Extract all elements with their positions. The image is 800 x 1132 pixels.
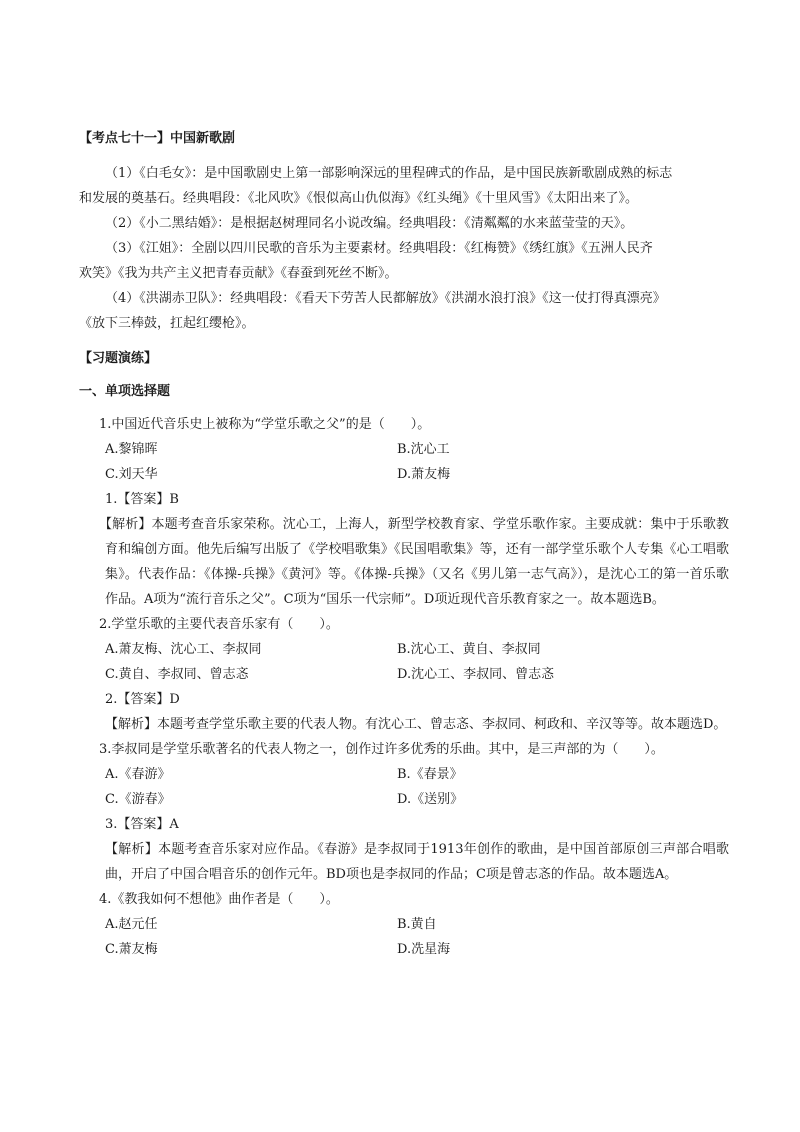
question-stem: 3.李叔同是学堂乐歌著名的代表人物之一，创作过许多优秀的乐曲。其中，是三声部的为（ ）。 [99, 742, 664, 757]
option-a: A.萧友梅、沈心工、李叔同 [105, 642, 262, 657]
option-row [79, 937, 729, 962]
option-c: C.刘天华 [105, 467, 158, 482]
option-row [79, 437, 729, 462]
option-row [79, 762, 729, 787]
analysis-text: 【解析】本题考查学堂乐歌主要的代表人物。有沈心工、曾志忞、李叔同、柯政和、辛汉等等。故本题选D。 [105, 717, 727, 732]
option-row [79, 462, 729, 487]
option-row [79, 912, 729, 937]
answer-line: 1.【答案】B [105, 492, 179, 507]
analysis-text: 【解析】本题考查音乐家荣称。沈心工，上海人，新型学校教育家、学堂乐歌作家。主要成就：集中于乐歌教育和编创方面。他先后编写出版了《学校唱歌集》《民国唱歌集》等，还有一部学堂乐歌个人专集《心工唱歌集》。代表作品：《体操-兵操》《黄河》等。《体操-兵操》（又名《男儿第一志气高》），是沈心工的第一首乐歌作品。A项为“流行音乐之父”。C项为“国乐一代宗师”。D项近现代音乐教育家之一。故本题选B。 [99, 517, 729, 607]
knowledge-line: （2）《小二黑结婚》：是根据赵树理同名小说改编。经典唱段：《清粼粼的水来蓝莹莹的天》。 [105, 216, 634, 231]
option-d: D.《送别》 [397, 792, 464, 807]
option-a: A.《春游》 [105, 767, 171, 782]
knowledge-line: （3）《江姐》：全剧以四川民歌的音乐为主要素材。经典唱段：《红梅赞》《绣红旗》《五洲人民齐 [105, 241, 653, 256]
option-d: D.沈心工、李叔同、曾志忞 [397, 667, 555, 682]
part-title: 一、单项选择题 [79, 384, 171, 399]
document-body [79, 126, 729, 962]
option-a: A.赵元任 [105, 917, 158, 932]
option-b: B.《春景》 [397, 767, 463, 782]
knowledge-line: 欢笑》《我为共产主义把青春贡献》《春蚕到死丝不断》。 [79, 266, 398, 281]
option-c: C.黄自、李叔同、曾志忞 [105, 667, 249, 682]
option-c: C.萧友梅 [105, 942, 158, 957]
analysis-text: 【解析】本题考查音乐家对应作品。《春游》是李叔同于1913年创作的歌曲，是中国首部原创三声部合唱歌曲，开启了中国合唱音乐的创作元年。BD项也是李叔同的作品；C项是曾志忞的作品。故本题选A。 [105, 842, 729, 882]
option-row [79, 637, 729, 662]
option-b: B.黄自 [397, 917, 437, 932]
knowledge-line: （4）《洪湖赤卫队》：经典唱段：《看天下劳苦人民都解放》《洪湖水浪打浪》《这一仗打得真漂亮》 [105, 291, 666, 306]
question-stem: 1.中国近代音乐史上被称为“学堂乐歌之父”的是（ ）。 [99, 417, 431, 432]
knowledge-line: 《放下三棒鼓，扛起红缨枪》。 [79, 316, 255, 331]
answer-line: 2.【答案】D [105, 692, 180, 707]
knowledge-line: 和发展的奠基石。经典唱段：《北风吹》《恨似高山仇似海》《红头绳》《十里风雪》《太阳出来了》。 [79, 191, 639, 206]
knowledge-line: （1）《白毛女》：是中国歌剧史上第一部影响深远的里程碑式的作品，是中国民族新歌剧成熟的标志 [105, 166, 673, 181]
option-d: D.冼星海 [397, 942, 451, 957]
option-row [79, 662, 729, 687]
option-b: B.沈心工 [397, 442, 450, 457]
option-c: C.《游春》 [105, 792, 171, 807]
answer-line: 3.【答案】A [105, 817, 179, 832]
option-a: A.黎锦晖 [105, 442, 158, 457]
question-stem: 4.《教我如何不想他》曲作者是（ ）。 [99, 892, 339, 907]
option-d: D.萧友梅 [397, 467, 451, 482]
question-stem: 2.学堂乐歌的主要代表音乐家有（ ）。 [99, 617, 339, 632]
section-title: 【考点七十一】中国新歌剧 [79, 131, 236, 146]
option-b: B.沈心工、黄自、李叔同 [397, 642, 541, 657]
option-row [79, 787, 729, 812]
practice-title: 【习题演练】 [79, 351, 158, 366]
